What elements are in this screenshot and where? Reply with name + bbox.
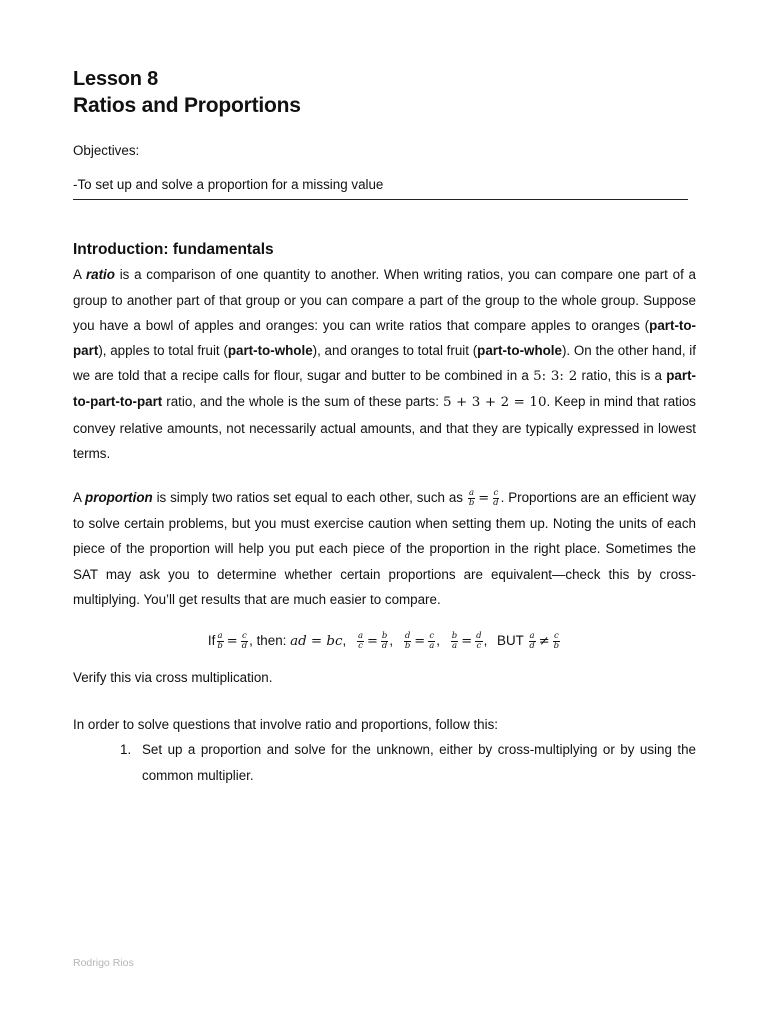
fraction-c-d: $\frac{c}{d}$ — [493, 487, 499, 508]
proportion-paragraph: A proportion is simply two ratios set equal to each other, such as $\frac{a}{b}$ = $\frac{c}{d}$ . Proportions are an efficient way to solve certain problems, but you must exercise caution when setting them up. Noting the units of each piece of the proportion will help you put each piece of the proportion in the right place. Sometimes the SAT may ask you to determine whether certain proportions are equivalent—check this by cross-multiplying. You’ll get results that are much easier to compare. — [73, 487, 697, 607]
footer-author: Rodrigo Rios — [73, 957, 134, 969]
objectives-label: Objectives: — [73, 143, 140, 158]
term-part-to-whole-1: part-to-whole — [227, 343, 313, 359]
page-title: Ratios and Proportions — [73, 94, 301, 117]
step-text: Set up a proportion and solve for the unknown, either by cross-multiplying or by using the common multiplier. — [142, 742, 696, 783]
instructions-lead: In order to solve questions that involve ratio and proportions, follow this: — [73, 717, 499, 733]
step-number: 1. — [120, 742, 132, 758]
document-page — [73, 66, 696, 788]
term-part-to-part-to-part: part-to-part-to-part — [73, 368, 696, 410]
lesson-number: Lesson 8 — [73, 68, 159, 90]
term-proportion: proportion — [85, 490, 153, 506]
fraction-a-b: $\frac{a}{b}$ — [468, 487, 475, 508]
term-part-to-whole-2: part-to-whole — [477, 343, 562, 359]
objective-item: -To set up and solve a proportion for a missing value — [73, 177, 384, 193]
term-ratio: ratio — [85, 267, 115, 283]
sum-expression: 5 + 3 + 2 = 10 — [442, 395, 547, 411]
section-heading: Introduction: fundamentals — [73, 241, 274, 259]
verify-note: Verify this via cross multiplication. — [73, 670, 273, 686]
ratio-expression: 5: 3: 2 — [533, 369, 578, 385]
term-part-to-part: part-to-part — [73, 317, 696, 359]
steps-list — [73, 737, 696, 787]
intro-paragraph: A ratio is a comparison of one quantity to another. When writing ratios, you can compare one part of a group to another part of that group or you can compare a part of the group to the whole group. Suppose you have a bowl of apples and oranges: you can write ratios that compare apples to oranges (part-to-part), apples to total fruit (part-to-whole), and oranges to total fruit (part-to-whole). On the other hand, if we are told that a recipe calls for flour, sugar and butter to be combined in a 5: 3: 2 ratio, this is a part-to-part-to-part ratio, and the whole is the sum of these parts: 5 + 3 + 2 = 10. Keep in mind that ratios convey relative amounts, not necessarily actual amounts, and that they are typically expressed in lowest terms. — [73, 267, 696, 461]
equivalence-equation: If $\frac{a}{b}$ = $\frac{c}{d}$ , then: ad = bc, $\frac{a}{c}$ = $\frac{b}{d}$ , $\frac{d}{b}$ = $\frac{c}{a}$ , $\frac{b}{a}$ = $\frac{d}{c}$ , BUT $\frac{a}{d}$ ≠ $\frac{c}{b}$ — [207, 631, 560, 651]
divider-rule — [73, 199, 688, 200]
cross-product: ad = bc — [290, 634, 343, 650]
list-item — [73, 737, 696, 787]
